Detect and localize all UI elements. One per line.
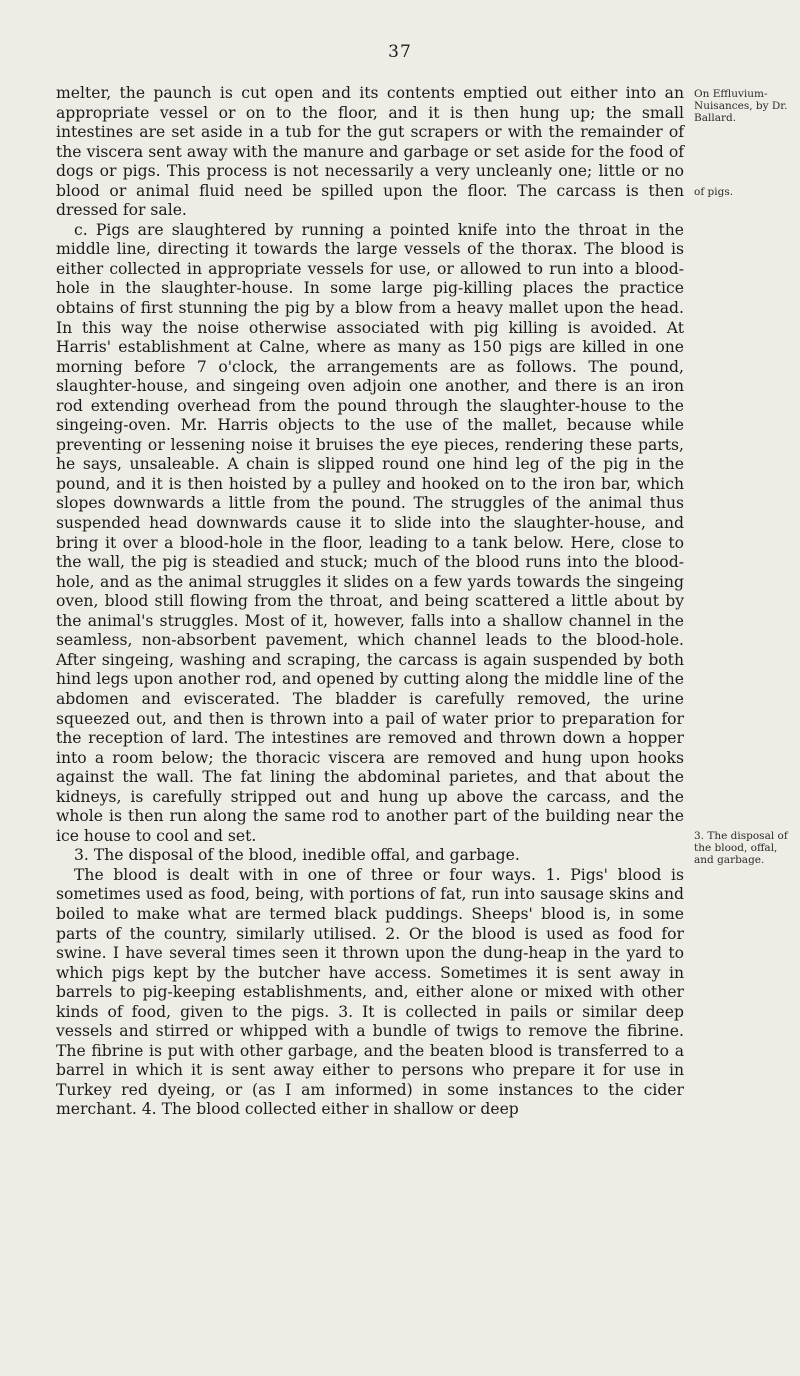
- body-text: [56, 84, 684, 1120]
- paragraph-3: The blood is dealt with in one of three or four ways. 1. Pigs' blood is sometimes used as food, being, with portions of fat, run into sausage skins and boiled to make what are termed black puddings. Sheeps' blood is, in some parts of the country, similarly utilised. 2. Or the blood is used as food for swine. I have several times seen it thrown upon the dung-heap in the yard to which pigs kept by the butcher have access. Sometimes it is sent away in barrels to pig-keeping establishments, and, either alone or mixed with other kinds of food, given to the pigs. 3. It is collected in pails or similar deep vessels and stirred or whipped with a bundle of twigs to remove the fibrine. The fibrine is put with other garbage, and the beaten blood is transferred to a barrel in which it is sent away either to persons who prepare it for use in Turkey red dyeing, or (as I am informed) in some instances to the cider merchant. 4. The blood collected either in shallow or deep: [56, 865, 684, 1119]
- page-number: 37: [388, 42, 412, 62]
- paragraph-1: melter, the paunch is cut open and its contents emptied out either into an appropriate vessel or on to the floor, and it is then hung up; the small intestines are set aside in a tub for the gut scrapers or with the remainder of the viscera sent away with the manure and garbage or set aside for the food of dogs or pigs. This process is not necessarily a very uncleanly one; little or no blood or animal fluid need be spilled upon the floor. The carcass is then dressed for sale.: [56, 84, 684, 220]
- paragraph-2: c. Pigs are slaughtered by running a pointed knife into the throat in the middle line, directing it towards the large vessels of the thorax. The blood is either collected in appropriate vessels for use, or allowed to run into a blood-hole in the slaughter-house. In some large pig-killing places the practice obtains of first stunning the pig by a blow from a heavy mallet upon the head. In this way the noise otherwise associated with pig killing is avoided. At Harris' establishment at Calne, where as many as 150 pigs are killed in one morning before 7 o'clock, the arrangements are as follows. The pound, slaughter-house, and singeing oven adjoin one another, and there is an iron rod extending overhead from the pound through the slaughter-house to the singeing-oven. Mr. Harris objects to the use of the mallet, because while preventing or lessening noise it bruises the eye pieces, rendering these parts, he says, unsaleable. A chain is slipped round one hind leg of the pig in the pound, and it is then hoisted by a pulley and hooked on to the iron bar, which slopes downwards a little from the pound. The struggles of the animal thus suspended head downwards cause it to slide into the slaughter-house, and bring it over a blood-hole in the floor, leading to a tank below. Here, close to the wall, the pig is steadied and stuck; much of the blood runs into the blood-hole, and as the animal struggles it slides on a few yards towards the singeing oven, blood still flowing from the throat, and being scattered a little about by the animal's struggles. Most of it, however, falls into a shallow channel in the seamless, non-absorbent pavement, which channel leads to the blood-hole. After singeing, washing and scraping, the carcass is again suspended by both hind legs upon another rod, and opened by cutting along the middle line of the abdomen and eviscerated. The bladder is carefully removed, the urine squeezed out, and then is thrown into a pail of water prior to preparation for the reception of lard. The intestines are removed and thrown down a hopper into a room below; the thoracic viscera are removed and hung upon hooks against the wall. The fat lining the abdominal parietes, and that about the kidneys, is carefully stripped out and hung up above the carcass, and the whole is then run along the same rod to another part of the building near the ice house to cool and set.: [56, 220, 684, 845]
- margin-note-disposal: 3. The disposal of the blood, offal, and garbage.: [694, 830, 788, 866]
- section-heading: 3. The disposal of the blood, inedible offal, and garbage.: [74, 846, 520, 865]
- margin-note-running-title: On Effluvium-Nuisances, by Dr. Ballard.: [694, 88, 788, 124]
- margin-note-pigs: of pigs.: [694, 186, 734, 198]
